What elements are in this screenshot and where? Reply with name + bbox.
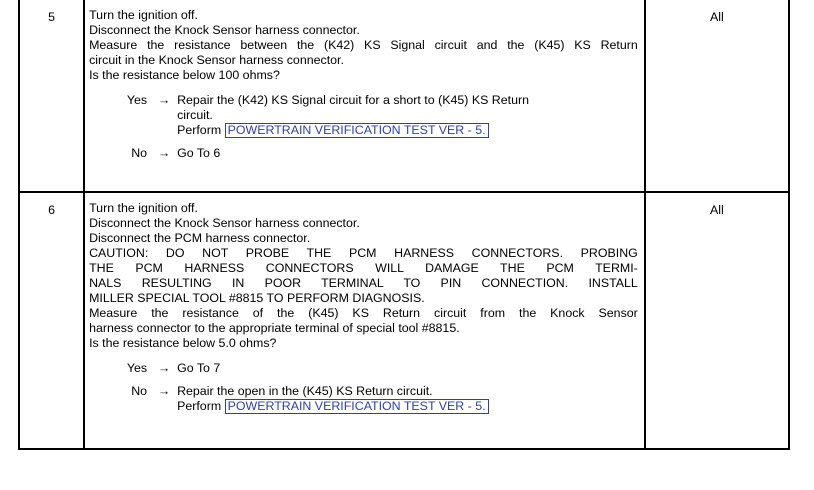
perform-line	[177, 399, 638, 414]
perform-line	[177, 123, 638, 138]
instruction-line: Measure the resistance between the (K42) KS Signal circuit and the (K45) KS Return	[89, 38, 638, 52]
caution-line: NALS RESULTING IN POOR TERMINAL TO PIN CONNECTION. INSTALL	[89, 276, 638, 290]
arrow-icon: →	[157, 93, 171, 107]
step-instructions	[84, 0, 645, 192]
no-answer	[89, 146, 638, 161]
arrow-icon: →	[157, 146, 171, 160]
question-line: Is the resistance below 100 ohms?	[89, 68, 280, 82]
table-row	[19, 192, 789, 449]
caution-line: THE PCM HARNESS CONNECTORS WILL DAMAGE THE PCM TERMI-	[89, 261, 638, 275]
yes-action	[177, 93, 638, 138]
action-line: Repair the (K42) KS Signal circuit for a short to (K45) KS Return	[177, 93, 529, 107]
verification-test-link[interactable]: POWERTRAIN VERIFICATION TEST VER - 5.	[225, 399, 489, 414]
instruction-line: Disconnect the PCM harness connector.	[89, 231, 311, 245]
verification-test-link[interactable]: POWERTRAIN VERIFICATION TEST VER - 5.	[225, 123, 489, 138]
caution-line: CAUTION: DO NOT PROBE THE PCM HARNESS CONNECTORS. PROBING	[89, 246, 638, 260]
instruction-line: Turn the ignition off.	[89, 8, 198, 22]
no-action	[177, 384, 638, 414]
answer-list	[89, 361, 638, 414]
yes-label: Yes	[126, 93, 148, 107]
step-instructions	[84, 192, 645, 449]
table-row	[19, 0, 789, 192]
perform-label: Perform	[177, 123, 222, 137]
instruction-line: circuit in the Knock Sensor harness connector.	[89, 53, 344, 67]
action-line: circuit.	[177, 108, 213, 122]
yes-answer	[89, 93, 638, 138]
instruction-line: Turn the ignition off.	[89, 201, 198, 215]
action-line: Repair the open in the (K45) KS Return circuit.	[177, 384, 433, 398]
no-action: Go To 6	[177, 146, 221, 160]
yes-label: Yes	[126, 361, 148, 375]
no-label: No	[131, 384, 148, 398]
arrow-icon: →	[157, 361, 171, 375]
instruction-line: Disconnect the Knock Sensor harness connector.	[89, 23, 360, 37]
answer-list	[89, 93, 638, 161]
diagnostic-table	[18, 0, 790, 450]
applicability: All	[645, 192, 789, 449]
step-number: 6	[19, 192, 84, 449]
instruction-line: Measure the resistance of the (K45) KS Return circuit from the Knock Sensor	[89, 306, 638, 320]
instruction-line: Disconnect the Knock Sensor harness connector.	[89, 216, 360, 230]
yes-action: Go To 7	[177, 361, 221, 375]
question-line: Is the resistance below 5.0 ohms?	[89, 336, 277, 350]
arrow-icon: →	[157, 384, 171, 398]
step-number: 5	[19, 0, 84, 192]
instruction-line: harness connector to the appropriate terminal of special tool #8815.	[89, 321, 460, 335]
applicability: All	[645, 0, 789, 192]
perform-label: Perform	[177, 399, 222, 413]
no-label: No	[131, 146, 148, 160]
no-answer	[89, 384, 638, 414]
yes-answer	[89, 361, 638, 376]
caution-line: MILLER SPECIAL TOOL #8815 TO PERFORM DIAGNOSIS.	[89, 291, 425, 305]
